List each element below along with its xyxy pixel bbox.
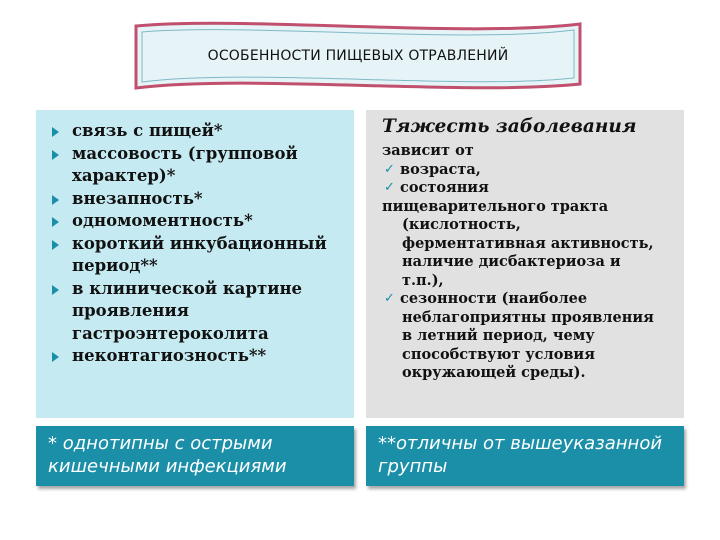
severity-text: ферментативная активность, [402, 234, 654, 252]
list-item: в клинической картине проявления гастроэнтероколита [50, 278, 346, 346]
severity-text: пищеварительного тракта [382, 197, 609, 215]
check-item: ✓ состояния [384, 179, 489, 196]
title-banner [132, 20, 584, 92]
list-item: связь с пищей* [50, 120, 346, 143]
severity-heading: Тяжесть заболевания [382, 116, 637, 137]
severity-text: зависит от [382, 142, 474, 159]
severity-text: наличие дисбактериоза и [402, 253, 621, 270]
severity-text: т.п.), [402, 271, 444, 289]
arrow-right-icon [52, 150, 59, 160]
features-panel [36, 110, 354, 418]
severity-text: неблагоприятны проявления [402, 308, 654, 326]
severity-text: способствуют условия [402, 345, 595, 363]
severity-body [382, 142, 682, 383]
list-item: короткий инкубационный период** [50, 233, 346, 278]
checkmark-icon: ✓ [384, 291, 395, 306]
arrow-right-icon [52, 352, 59, 362]
list-item: неконтагиозность** [50, 345, 346, 368]
severity-text: окружающей среды). [402, 364, 586, 381]
checkmark-icon: ✓ [384, 180, 395, 195]
left-footnote: * однотипны с острыми кишечными инфекциями [48, 433, 287, 477]
right-footnote: **отличны от вышеуказанной группы [378, 433, 663, 477]
features-list [36, 110, 354, 368]
list-item: внезапность* [50, 188, 346, 211]
arrow-right-icon [52, 285, 59, 295]
check-item: ✓ сезонности (наиболее [384, 290, 588, 307]
list-item: массовость (групповой характер)* [50, 143, 346, 188]
arrow-right-icon [52, 127, 59, 137]
severity-text: (кислотность, [402, 216, 521, 233]
arrow-right-icon [52, 217, 59, 227]
left-footnote-box [36, 426, 354, 486]
checkmark-icon: ✓ [384, 161, 395, 177]
right-footnote-box [366, 426, 684, 486]
check-item: ✓ возраста, [384, 160, 481, 178]
severity-panel [366, 110, 684, 418]
severity-text: в летний период, чему [402, 327, 595, 344]
arrow-right-icon [52, 240, 59, 250]
page-title: ОСОБЕННОСТИ ПИЩЕВЫХ ОТРАВЛЕНИЙ [207, 48, 509, 64]
arrow-right-icon [52, 195, 59, 205]
list-item: одномоментность* [50, 210, 346, 233]
